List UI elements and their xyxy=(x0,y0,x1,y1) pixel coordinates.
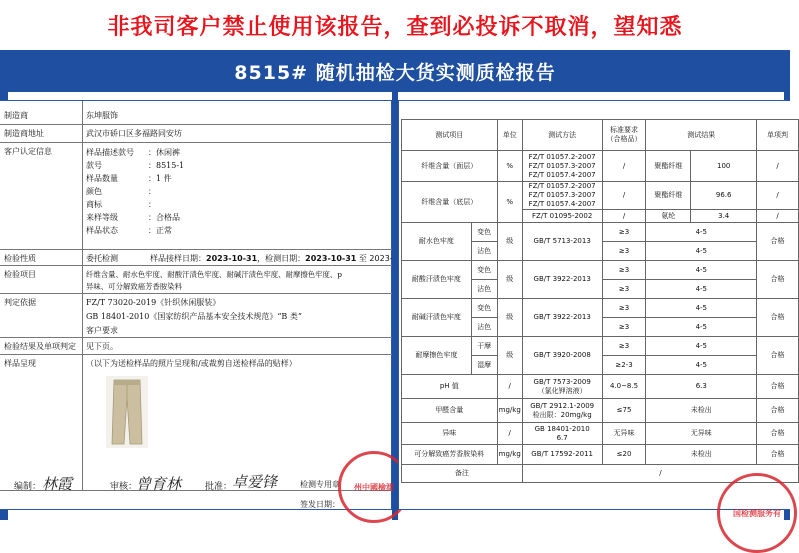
header-result: 测试结果 xyxy=(646,120,757,151)
rub-judge: 合格 xyxy=(757,337,799,375)
compile-signature: 林霞 xyxy=(42,475,73,493)
acid-item: 耐酸汗渍色牢度 xyxy=(402,261,472,299)
style-no-value: ：8515-1 xyxy=(148,161,185,170)
issue-date-label: 签发日期： xyxy=(300,500,340,509)
azo-method: GB/T 17592-2011 xyxy=(522,445,602,465)
odor-item: 异味 xyxy=(402,423,498,445)
alkali-unit: 级 xyxy=(497,299,522,337)
nature-value: 委托检测 xyxy=(86,254,118,263)
fiber-base-value1: 96.6 xyxy=(691,182,757,210)
row-signatures xyxy=(0,461,392,511)
row-nature xyxy=(0,250,392,266)
ph-item: pH 值 xyxy=(402,375,498,399)
photo-label: 样品呈现 xyxy=(4,359,36,368)
basis-line-3: 客户要求 xyxy=(86,326,118,335)
table-row xyxy=(402,182,799,210)
seal-label: 检测专用章 xyxy=(300,480,340,489)
rub-unit: 级 xyxy=(497,337,522,375)
test-date: 2023-10-31 xyxy=(305,254,357,263)
water-req-b: ≥3 xyxy=(602,242,646,261)
receive-date: 2023-10-31 xyxy=(206,254,258,263)
items-line-2: 异味、可分解致癌芳香胺染料 xyxy=(86,282,183,291)
rub-method: GB/T 3920-2008 xyxy=(522,337,602,375)
fiber-base-judge1: / xyxy=(757,182,799,210)
method-line: FZ/T 01057.4-2007 xyxy=(528,200,596,208)
formaldehyde-item: 甲醛含量 xyxy=(402,399,498,423)
table-row xyxy=(402,299,799,318)
manufacturer-label: 制造商 xyxy=(4,111,28,120)
ph-req: 4.0~8.5 xyxy=(602,375,646,399)
water-unit: 级 xyxy=(497,223,522,261)
azo-item: 可分解致癌芳香胺染料 xyxy=(402,445,498,465)
azo-unit: mg/kg xyxy=(497,445,522,465)
fiber-base-method xyxy=(522,182,602,210)
rub-item: 耐摩擦色牢度 xyxy=(402,337,472,375)
compile-label: 编制： xyxy=(14,482,42,492)
acid-method: GB/T 3922-2013 xyxy=(522,261,602,299)
brand-label: 商标 xyxy=(86,200,102,209)
acid-req-b: ≥3 xyxy=(602,280,646,299)
remark-item: 备注 xyxy=(402,465,523,483)
azo-req: ≤20 xyxy=(602,445,646,465)
acid-res-b: 4-5 xyxy=(646,280,757,299)
water-sub-b: 沾色 xyxy=(471,242,497,261)
method-line: FZ/T 01057.2-2007 xyxy=(528,182,596,190)
water-method: GB/T 5713-2013 xyxy=(522,223,602,261)
water-item: 耐水色牢度 xyxy=(402,223,472,261)
dates-post: 至 2023- xyxy=(356,254,393,263)
manufacturer-value: 东坤服饰 xyxy=(86,111,118,120)
formaldehyde-req: ≤75 xyxy=(602,399,646,423)
header-method: 测试方法 xyxy=(522,120,602,151)
ph-judge: 合格 xyxy=(757,375,799,399)
items-line-1: 纤维含量、耐水色牢度、耐酸汗渍色牢度、耐碱汗渍色牢度、耐摩擦色牢度、p xyxy=(86,270,343,279)
sample-desc-value: ：休闲裤 xyxy=(148,148,180,157)
fiber-base-req: / xyxy=(602,182,646,210)
fiber-base-judge2: / xyxy=(757,210,799,223)
photo-note: （以下为送检样品的照片呈现和/或裁剪自送检样品的贴样） xyxy=(86,359,297,368)
fiber-face-value: 100 xyxy=(691,151,757,182)
rub-res-a: 4-5 xyxy=(646,337,757,356)
method-line: FZ/T 01057.3-2007 xyxy=(528,161,596,170)
method-line: 6.7 xyxy=(556,433,568,442)
fiber-face-method xyxy=(522,151,602,182)
fiber-base-req2: / xyxy=(602,210,646,223)
result-label: 检验结果及单项判定 xyxy=(4,342,76,351)
odor-res: 无异味 xyxy=(646,423,757,445)
review-label: 审核： xyxy=(110,482,138,492)
acid-judge: 合格 xyxy=(757,261,799,299)
water-sub-a: 变色 xyxy=(471,223,497,242)
table-row xyxy=(402,399,799,423)
row-items xyxy=(0,266,392,294)
basis-line-1: FZ/T 73020-2019《针织休闲服装》 xyxy=(86,298,221,307)
acid-unit: 级 xyxy=(497,261,522,299)
warning-banner xyxy=(0,0,790,50)
table-header xyxy=(402,120,799,151)
alkali-sub-a: 变色 xyxy=(471,299,497,318)
report-title-bar xyxy=(0,50,790,92)
report-title: 8515# 随机抽检大货实测质检报告 xyxy=(234,61,556,84)
rub-req-b: ≥2-3 xyxy=(602,356,646,375)
report-page-1 xyxy=(0,100,392,510)
water-res-b: 4-5 xyxy=(646,242,757,261)
warning-text: 非我司客户禁止使用该报告，查到必投诉不取消，望知悉 xyxy=(107,14,683,40)
alkali-method: GB/T 3922-2013 xyxy=(522,299,602,337)
water-req-a: ≥3 xyxy=(602,223,646,242)
result-value: 见下页。 xyxy=(86,342,118,351)
alkali-res-b: 4-5 xyxy=(646,318,757,337)
fiber-face-item: 纤维含量（面层） xyxy=(402,151,498,182)
table-row xyxy=(402,445,799,465)
fiber-base-unit: % xyxy=(497,182,522,223)
method-line: FZ/T 01057.4-2007 xyxy=(528,170,596,179)
row-client-info xyxy=(0,143,392,250)
approve-label: 批准： xyxy=(205,482,233,492)
test-results-table xyxy=(401,119,799,483)
table-row xyxy=(402,337,799,356)
header-requirement: 标准要求（合格品） xyxy=(602,120,646,151)
acid-res-a: 4-5 xyxy=(646,261,757,280)
method-line: （氯化钾溶液） xyxy=(537,386,587,395)
rub-res-b: 4-5 xyxy=(646,356,757,375)
acid-sub-b: 沾色 xyxy=(471,280,497,299)
dates-line xyxy=(150,253,393,264)
address-value: 武汉市硚口区多福路同安坊 xyxy=(86,129,182,138)
alkali-req-a: ≥3 xyxy=(602,299,646,318)
table-row xyxy=(402,261,799,280)
formaldehyde-res: 未检出 xyxy=(646,399,757,423)
items-label: 检验项目 xyxy=(4,270,36,279)
odor-unit: / xyxy=(497,423,522,445)
table-row xyxy=(402,375,799,399)
header-unit: 单位 xyxy=(497,120,522,151)
header-judgement: 单项判 xyxy=(757,120,799,151)
row-basis xyxy=(0,294,392,338)
table-row xyxy=(402,223,799,242)
acid-req-a: ≥3 xyxy=(602,261,646,280)
row-result xyxy=(0,338,392,355)
dates-mid: ，检测日期： xyxy=(257,254,306,263)
client-label: 客户认定信息 xyxy=(4,147,52,156)
ph-unit: / xyxy=(497,375,522,399)
header-item: 测试项目 xyxy=(402,120,498,151)
method-line: GB 18401-2010 xyxy=(534,424,590,433)
odor-req: 无异味 xyxy=(602,423,646,445)
ph-method xyxy=(522,375,602,399)
alkali-sub-b: 沾色 xyxy=(471,318,497,337)
water-res-a: 4-5 xyxy=(646,223,757,242)
qty-label: 样品数量 xyxy=(86,174,118,183)
address-label: 制造商地址 xyxy=(4,129,44,138)
formaldehyde-method xyxy=(522,399,602,423)
nature-label: 检验性质 xyxy=(4,254,36,263)
alkali-judge: 合格 xyxy=(757,299,799,337)
water-judge: 合格 xyxy=(757,223,799,261)
approve-signature: 卓爱锋 xyxy=(232,473,278,491)
odor-method xyxy=(522,423,602,445)
method-line: 检出限：20mg/kg xyxy=(532,410,592,419)
odor-judge: 合格 xyxy=(757,423,799,445)
fiber-base-value2: 3.4 xyxy=(691,210,757,223)
state-value: ：正常 xyxy=(148,226,172,235)
fiber-base-fiber2: 氨纶 xyxy=(646,210,691,223)
fiber-base-method-last: FZ/T 01095-2002 xyxy=(522,210,602,223)
rub-req-a: ≥3 xyxy=(602,337,646,356)
table-row xyxy=(402,423,799,445)
table-row xyxy=(402,151,799,182)
color-value: ： xyxy=(148,187,156,196)
alkali-req-b: ≥3 xyxy=(602,318,646,337)
report-page-2 xyxy=(398,100,790,518)
azo-res: 未检出 xyxy=(646,445,757,465)
method-line: FZ/T 01057.2-2007 xyxy=(528,152,596,161)
rub-sub-a: 干摩 xyxy=(471,337,497,356)
remark-value: / xyxy=(522,465,798,483)
sample-pants-photo xyxy=(106,376,148,448)
method-line: GB/T 7573-2009 xyxy=(533,377,591,386)
azo-judge: 合格 xyxy=(757,445,799,465)
basis-label: 判定依据 xyxy=(4,298,36,307)
inspection-seal-stamp xyxy=(717,473,797,553)
alkali-item: 耐碱汗渍色牢度 xyxy=(402,299,472,337)
fiber-face-unit: % xyxy=(497,151,522,182)
stamp-text-right: 国检测服务有 xyxy=(733,508,781,518)
style-no-label: 款号 xyxy=(86,161,102,170)
row-address xyxy=(0,125,392,143)
method-line: GB/T 2912.1-2009 xyxy=(530,401,595,410)
color-label: 颜色 xyxy=(86,187,102,196)
grade-label: 来样等级 xyxy=(86,213,118,222)
rub-sub-b: 湿摩 xyxy=(471,356,497,375)
fiber-base-fiber1: 聚酯纤维 xyxy=(646,182,691,210)
fiber-base-item: 纤维含量（底层） xyxy=(402,182,498,223)
qty-value: ：1 件 xyxy=(148,174,172,183)
review-signature: 曾育林 xyxy=(136,475,182,493)
state-label: 样品状态 xyxy=(86,226,118,235)
sample-desc-label: 样品描述款号 xyxy=(86,148,134,157)
acid-sub-a: 变色 xyxy=(471,261,497,280)
ph-res: 6.3 xyxy=(646,375,757,399)
dates-pre: 样品接样日期： xyxy=(150,254,206,263)
method-line: FZ/T 01057.3-2007 xyxy=(528,191,596,199)
brand-value: ： xyxy=(148,200,156,209)
stamp-text-left: 州中國檢測 xyxy=(354,482,394,492)
basis-line-2: GB 18401-2010《国家纺织产品基本安全技术规范》“B 类” xyxy=(86,312,302,321)
grade-value: ：合格品 xyxy=(148,213,180,222)
row-manufacturer xyxy=(0,107,392,125)
fiber-face-judge: / xyxy=(757,151,799,182)
fiber-face-fiber: 聚酯纤维 xyxy=(646,151,691,182)
alkali-res-a: 4-5 xyxy=(646,299,757,318)
fiber-face-req: / xyxy=(602,151,646,182)
formaldehyde-unit: mg/kg xyxy=(497,399,522,423)
formaldehyde-judge: 合格 xyxy=(757,399,799,423)
